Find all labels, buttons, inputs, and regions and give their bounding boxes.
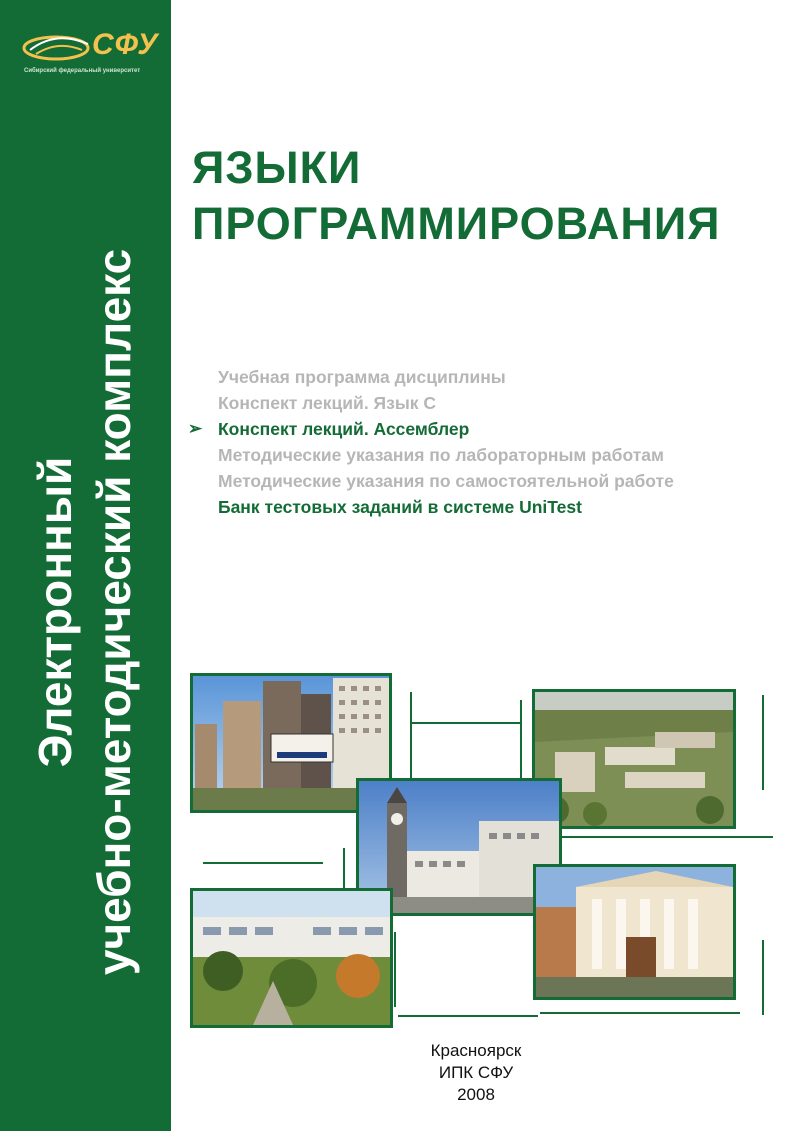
imprint-year: 2008 [457,1085,495,1104]
contents-item-test-bank[interactable] [218,494,674,520]
collage-line [394,932,396,1007]
library-building-image [193,891,390,1025]
university-logo [22,24,159,76]
page-title-line-2: ПРОГРАММИРОВАНИЯ [192,198,721,250]
sidebar-title-line-1: Электронный [29,456,82,768]
contents-item-label: Конспект лекций. Язык С [218,393,437,413]
page-title [192,140,721,253]
page-title-line-1: ЯЗЫКИ [192,142,362,193]
sidebar-title-line-2: учебно-методический комплекс [88,248,140,976]
contents-item-label: Учебная программа дисциплины [218,367,506,387]
collage-line [762,695,764,790]
logo-wordmark: СФУ [92,28,159,61]
imprint-city: Красноярск [430,1041,522,1060]
contents-item-lab-guides[interactable] [218,442,674,468]
photo-campus-aerial [532,689,736,829]
photo-columns-building [533,864,736,1000]
collage-line [540,1012,740,1014]
imprint [376,1040,576,1106]
collage-line [533,836,773,838]
collage-line [412,722,520,724]
imprint-publisher: ИПК СФУ [438,1063,514,1082]
collage-line [520,700,522,778]
arrow-marker-icon: ➢ [188,419,203,438]
contents-item-lectures-assembler[interactable] [188,416,674,442]
contents-item-lectures-c[interactable] [218,390,674,416]
contents-item-label: Конспект лекций. Ассемблер [218,419,470,439]
columns-building-image [536,867,733,997]
sidebar-vertical-title [26,249,144,975]
contents-list [188,364,674,520]
collage-line [398,1015,538,1017]
contents-item-label: Методические указания по лабораторным работам [218,445,664,465]
contents-item-program[interactable] [218,364,674,390]
contents-item-self-study-guides[interactable] [218,468,674,494]
collage-line [762,940,764,1015]
logo-swoosh-icon [22,26,92,66]
campus-aerial-image [535,692,733,826]
collage-line [203,862,323,864]
contents-item-label: Банк тестовых заданий в системе UniTest [218,497,582,517]
contents-item-label: Методические указания по самостоятельной работе [218,471,674,491]
logo-caption: Сибирский федеральный университет [24,68,141,74]
green-sidebar [0,0,171,1131]
photo-library-building [190,888,393,1028]
